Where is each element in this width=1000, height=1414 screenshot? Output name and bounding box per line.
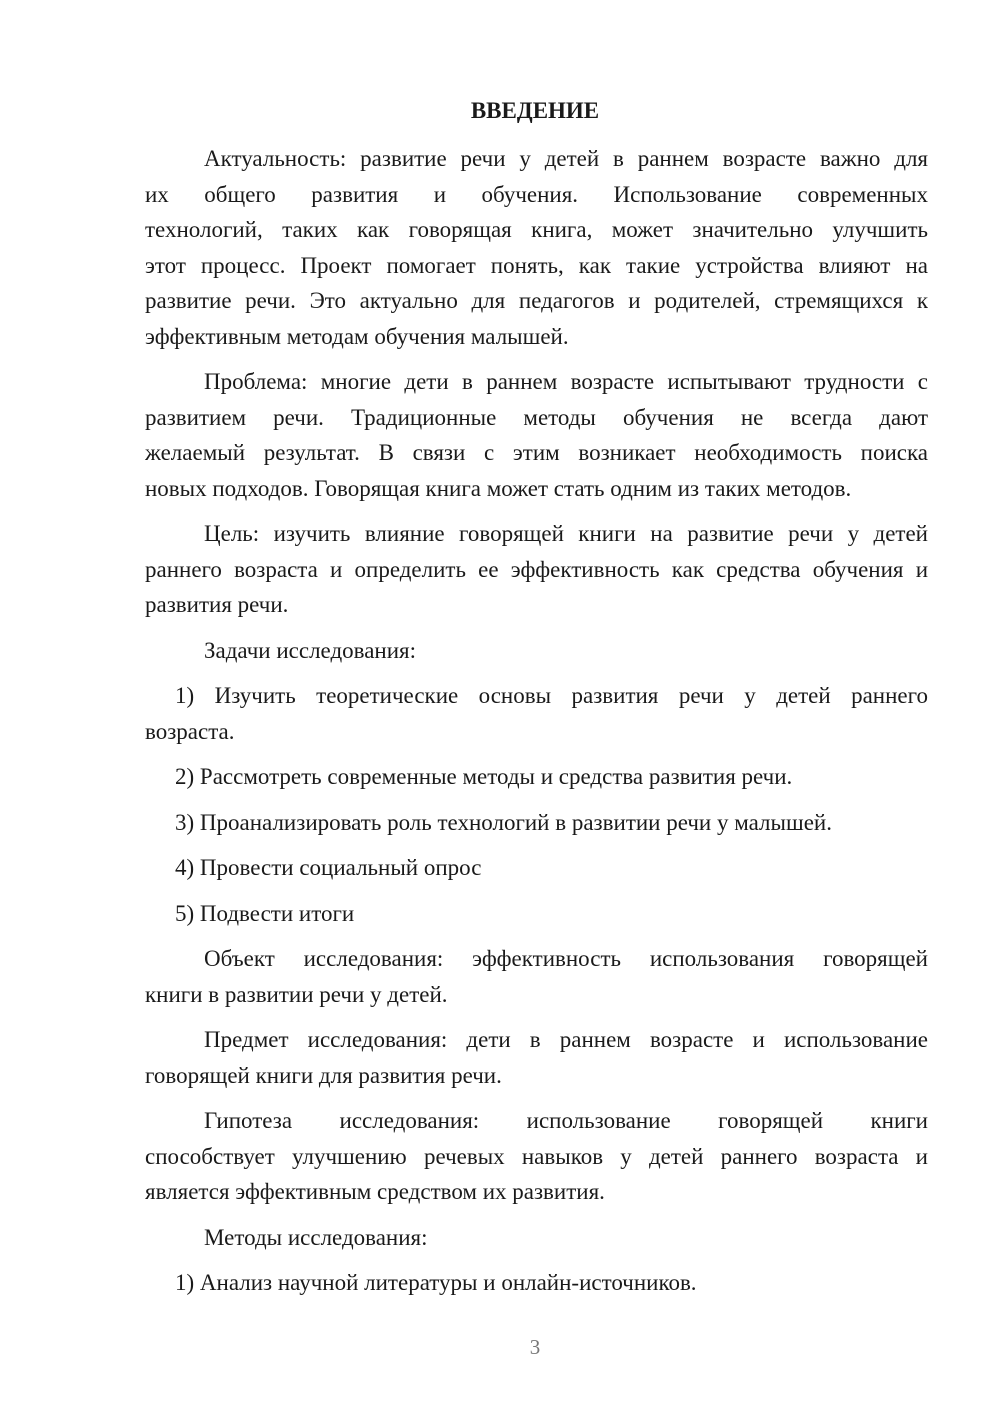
paragraph-spacing bbox=[145, 886, 928, 896]
paragraph-spacing bbox=[145, 1012, 928, 1022]
page-number: 3 bbox=[529, 1335, 541, 1359]
list-item-task-3 bbox=[145, 805, 928, 841]
text-line: Методы исследования: bbox=[204, 1224, 428, 1250]
text-line: Цель: изучить влияние говорящей книги на развитие речи у детей bbox=[204, 521, 928, 546]
text-line: Проблема: многие дети в раннем возрасте испытывают трудности с bbox=[204, 369, 928, 394]
paragraph-spacing bbox=[145, 1255, 928, 1265]
list-item-task-1 bbox=[145, 678, 928, 749]
paragraph-spacing bbox=[145, 1210, 928, 1220]
text-line: Объект исследования: эффективность использования говорящей bbox=[204, 946, 928, 971]
text-line: 5) Подвести итоги bbox=[175, 900, 355, 926]
list-item-task-5 bbox=[145, 896, 928, 932]
text-line: Задачи исследования: bbox=[204, 637, 417, 663]
text-line: Предмет исследования: дети в раннем возрасте и использование bbox=[204, 1027, 928, 1052]
paragraph-subject bbox=[145, 1022, 928, 1093]
text-line: Гипотеза исследования: использование говорящей книги bbox=[204, 1108, 928, 1133]
text-line: Актуальность: развитие речи у детей в раннем возрасте важно для bbox=[204, 146, 928, 171]
paragraph-spacing bbox=[145, 668, 928, 678]
text-line: является эффективным средством их развития. bbox=[145, 1179, 605, 1204]
paragraph-spacing bbox=[145, 354, 928, 364]
paragraph-spacing bbox=[145, 931, 928, 941]
text-line: развитие речи. Это актуально для педагогов и родителей, стремящихся к bbox=[145, 288, 928, 313]
text-line: новых подходов. Говорящая книга может стать одним из таких методов. bbox=[145, 475, 852, 501]
section-heading: ВВЕДЕНИЕ bbox=[470, 98, 600, 123]
paragraph-goal bbox=[145, 516, 928, 623]
text-line: книги в развитии речи у детей. bbox=[145, 981, 448, 1007]
body-text bbox=[145, 141, 928, 1301]
list-item-task-2 bbox=[145, 759, 928, 795]
text-line: 2) Рассмотреть современные методы и средства развития речи. bbox=[175, 764, 793, 789]
paragraph-tasks-heading bbox=[145, 633, 928, 669]
paragraph-problem bbox=[145, 364, 928, 506]
text-line: 1) Анализ научной литературы и онлайн-источников. bbox=[175, 1270, 697, 1295]
list-item-method-1 bbox=[145, 1265, 928, 1301]
text-line: говорящей книги для развития речи. bbox=[145, 1062, 502, 1088]
text-line: желаемый результат. В связи с этим возникает необходимость поиска bbox=[145, 440, 928, 465]
paragraph-object bbox=[145, 941, 928, 1012]
text-line: раннего возраста и определить ее эффективность как средства обучения и bbox=[145, 556, 928, 582]
paragraph-spacing bbox=[145, 1093, 928, 1103]
text-line: этот процесс. Проект помогает понять, как такие устройства влияют на bbox=[145, 252, 928, 278]
text-line: эффективным методам обучения малышей. bbox=[145, 323, 569, 349]
text-line: их общего развития и обучения. Использование современных bbox=[145, 181, 928, 207]
text-line: возраста. bbox=[145, 718, 235, 744]
paragraph-spacing bbox=[145, 840, 928, 850]
list-item-task-4 bbox=[145, 850, 928, 886]
text-line: способствует улучшению речевых навыков у детей раннего возраста и bbox=[145, 1143, 928, 1169]
paragraph-relevance bbox=[145, 141, 928, 354]
paragraph-methods-heading bbox=[145, 1220, 928, 1256]
text-line: технологий, таких как говорящая книга, может значительно улучшить bbox=[145, 217, 928, 242]
text-line: 4) Провести социальный опрос bbox=[175, 855, 482, 880]
text-line: развитием речи. Традиционные методы обучения не всегда дают bbox=[145, 404, 928, 430]
paragraph-spacing bbox=[145, 749, 928, 759]
text-line: развития речи. bbox=[145, 592, 289, 617]
paragraph-spacing bbox=[145, 795, 928, 805]
text-line: 3) Проанализировать роль технологий в развитии речи у малышей. bbox=[175, 809, 832, 835]
paragraph-spacing bbox=[145, 623, 928, 633]
text-line: 1) Изучить теоретические основы развития речи у детей раннего bbox=[175, 683, 928, 708]
paragraph-hypothesis bbox=[145, 1103, 928, 1210]
paragraph-spacing bbox=[145, 506, 928, 516]
